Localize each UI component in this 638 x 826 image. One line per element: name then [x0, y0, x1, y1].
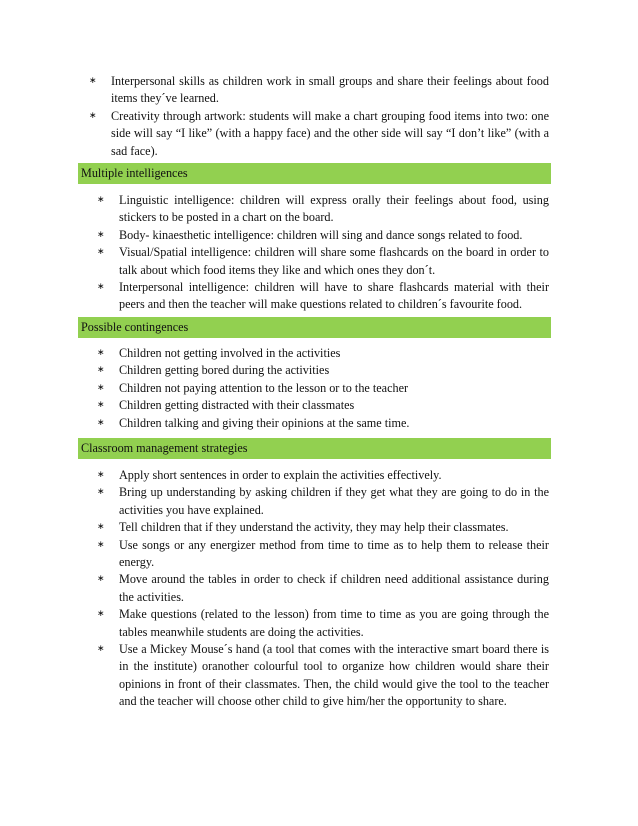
section-heading-text: Possible contingences: [81, 320, 189, 334]
list-item: [89, 108, 549, 160]
list-item-text: Children getting distracted with their classmates: [119, 398, 355, 413]
list-item-text: Linguistic intelligence: children will express orally their feelings about food, using stickers to be posted in a chart on the board.: [119, 193, 549, 225]
list-item-text: Children talking and giving their opinions at the same time.: [119, 415, 410, 430]
list-item-text: Visual/Spatial intelligence: children will share some flashcards on the board in order to talk about which food items they like and which ones they don´t.: [119, 245, 549, 277]
possible-contingences-list: [97, 345, 549, 432]
list-item: [97, 227, 549, 244]
list-item-text: Make questions (related to the lesson) from time to time as you are going through the tables meanwhile students are doing the activities.: [119, 607, 549, 639]
list-item: [97, 397, 549, 414]
bullet-icon: ∗: [97, 539, 105, 550]
list-item-text: Interpersonal intelligence: children will have to share flashcards material with their peers and then the teacher will make questions related to children´s favourite food.: [119, 280, 549, 312]
section-heading-text: Multiple intelligences: [81, 166, 188, 180]
classroom-management-list: [97, 467, 549, 711]
list-item-text: Use a Mickey Mouse´s hand (a tool that comes with the interactive smart board there is in the institute) oranother colourful tool to organize how children would share their opinions in front of their classmates. Then, the child would give the tool to the teacher and the teacher will choose other child to give him/her the opportunity to share.: [119, 642, 549, 709]
list-item: [97, 519, 549, 536]
intro-bullet-list: [89, 73, 549, 160]
list-item-text: Tell children that if they understand the activity, they may help their classmates.: [119, 520, 509, 535]
list-item-text: Use songs or any energizer method from time to time as to help them to release their energy.: [119, 537, 549, 570]
multiple-intelligences-list: [97, 192, 549, 314]
bullet-icon: ∗: [89, 110, 97, 121]
section-heading-text: Classroom management strategies: [81, 441, 248, 455]
bullet-icon: ∗: [97, 365, 105, 376]
list-item: [97, 484, 549, 519]
list-item-text: Interpersonal skills as children work in small groups and share their feelings about food items they´ve learned.: [111, 74, 549, 106]
bullet-icon: ∗: [97, 382, 105, 393]
bullet-icon: ∗: [89, 76, 97, 86]
section-heading-possible-contingences: [78, 317, 551, 338]
bullet-icon: ∗: [97, 470, 105, 480]
list-item-text: Apply short sentences in order to explain the activities effectively.: [119, 468, 442, 482]
bullet-icon: ∗: [97, 644, 105, 655]
bullet-icon: ∗: [97, 609, 105, 620]
list-item: [97, 415, 549, 432]
list-item: [89, 73, 549, 108]
list-item: [97, 467, 549, 484]
bullet-icon: ∗: [97, 400, 105, 411]
bullet-icon: ∗: [97, 348, 105, 358]
list-item: [97, 571, 549, 606]
list-item-text: Move around the tables in order to check if children need additional assistance during the activities.: [119, 572, 549, 604]
list-item-text: Creativity through artwork: students will make a chart grouping food items into two: one side will say “I like” (with a happy face) and the other side will say “I don’t like” (with a sad face).: [111, 108, 549, 158]
list-item: [97, 641, 549, 711]
section-heading-classroom-management-strategies: [78, 438, 551, 459]
bullet-icon: ∗: [97, 487, 105, 498]
list-item-text: Children getting bored during the activities: [119, 363, 330, 378]
list-item-text: Children not getting involved in the activities: [119, 346, 341, 360]
list-item-text: Body- kinaesthetic intelligence: children will sing and dance songs related to food.: [119, 227, 523, 242]
list-item: [97, 380, 549, 397]
bullet-icon: ∗: [97, 229, 105, 240]
bullet-icon: ∗: [97, 522, 105, 533]
section-heading-multiple-intelligences: [78, 163, 551, 184]
bullet-icon: ∗: [97, 195, 105, 205]
bullet-icon: ∗: [97, 574, 105, 585]
list-item: [97, 606, 549, 641]
list-item-text: Children not paying attention to the lesson or to the teacher: [119, 380, 409, 395]
list-item: [97, 244, 549, 279]
list-item-text: Bring up understanding by asking children if they get what they are going to do in the activities you have explained.: [119, 485, 549, 517]
bullet-icon: ∗: [97, 282, 105, 293]
list-item: [97, 192, 549, 227]
bullet-icon: ∗: [97, 247, 105, 258]
list-item: [97, 362, 549, 379]
list-item: [97, 345, 549, 362]
list-item: [97, 279, 549, 314]
bullet-icon: ∗: [97, 417, 105, 428]
list-item: [97, 537, 549, 572]
